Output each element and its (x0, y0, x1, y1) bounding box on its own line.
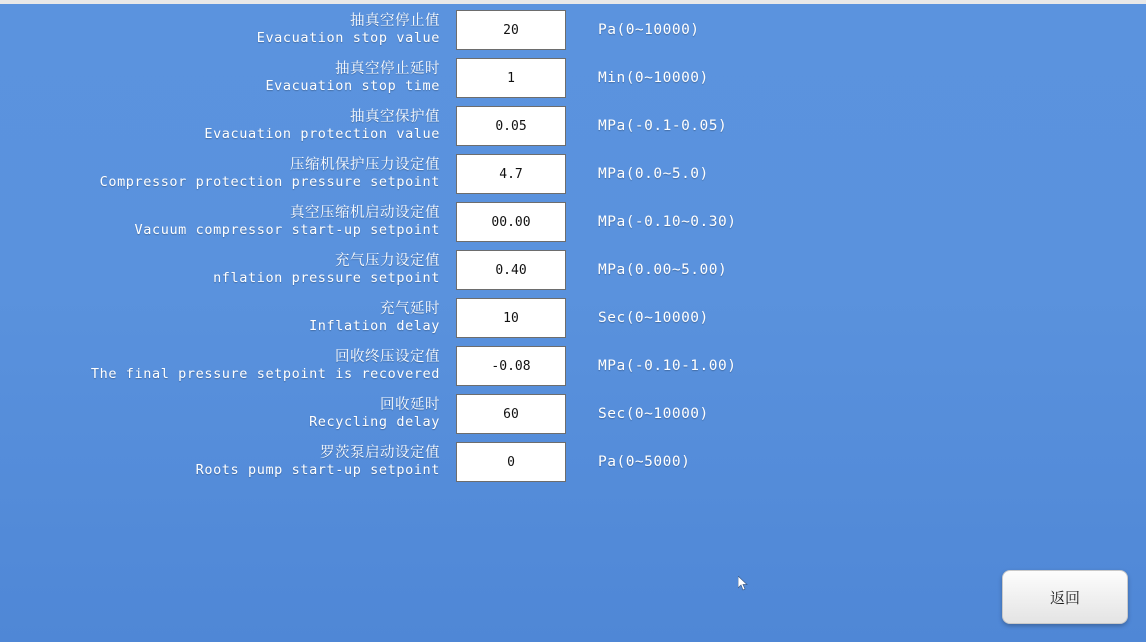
row-unit: Pa(0~10000) (598, 22, 700, 38)
row-label-en: Recycling delay (309, 413, 440, 430)
row-unit: MPa(-0.10-1.00) (598, 358, 737, 374)
row-unit: MPa(-0.1-0.05) (598, 118, 728, 134)
row-label-en: Evacuation protection value (204, 125, 440, 142)
row-unit: Sec(0~10000) (598, 310, 709, 326)
row-unit: MPa(-0.10~0.30) (598, 214, 737, 230)
row-label-cn: 罗茨泵启动设定值 (320, 445, 440, 462)
settings-row (0, 246, 1146, 294)
recycling-delay-input[interactable]: 60 (456, 394, 566, 434)
evacuation-protection-value-input[interactable]: 0.05 (456, 106, 566, 146)
evacuation-stop-time-input[interactable]: 1 (456, 58, 566, 98)
settings-row (0, 294, 1146, 342)
vacuum-compressor-startup-input[interactable]: 00.00 (456, 202, 566, 242)
inflation-delay-input[interactable]: 10 (456, 298, 566, 338)
row-label (0, 205, 456, 238)
compressor-protection-pressure-input[interactable]: 4.7 (456, 154, 566, 194)
final-recovery-pressure-input[interactable]: -0.08 (456, 346, 566, 386)
row-label-cn: 回收终压设定值 (335, 349, 440, 366)
row-label-en: Inflation delay (309, 317, 440, 334)
roots-pump-startup-input[interactable]: 0 (456, 442, 566, 482)
row-label (0, 157, 456, 190)
row-label (0, 61, 456, 94)
row-label-en: nflation pressure setpoint (213, 269, 440, 286)
row-unit: MPa(0.0~5.0) (598, 166, 709, 182)
evacuation-stop-value-input[interactable]: 20 (456, 10, 566, 50)
row-label-cn: 抽真空停止延时 (335, 61, 440, 78)
row-label-en: Evacuation stop time (265, 77, 440, 94)
row-label (0, 253, 456, 286)
settings-row (0, 438, 1146, 486)
settings-row (0, 6, 1146, 54)
row-label-cn: 压缩机保护压力设定值 (290, 157, 440, 174)
back-button[interactable]: 返回 (1002, 570, 1128, 624)
row-unit: Min(0~10000) (598, 70, 709, 86)
row-label-cn: 抽真空停止值 (350, 13, 440, 30)
row-label-cn: 充气延时 (380, 301, 440, 318)
inflation-pressure-setpoint-input[interactable]: 0.40 (456, 250, 566, 290)
row-label (0, 13, 456, 46)
settings-row (0, 198, 1146, 246)
row-label (0, 349, 456, 382)
row-label (0, 445, 456, 478)
row-label (0, 109, 456, 142)
row-label-en: The final pressure setpoint is recovered (90, 365, 440, 382)
row-label-cn: 充气压力设定值 (335, 253, 440, 270)
row-label-cn: 真空压缩机启动设定值 (290, 205, 440, 222)
row-label-en: Roots pump start-up setpoint (195, 461, 440, 478)
settings-row (0, 54, 1146, 102)
row-label-en: Evacuation stop value (256, 29, 440, 46)
mouse-cursor-icon (738, 576, 748, 590)
row-label-en: Compressor protection pressure setpoint (99, 173, 440, 190)
row-label (0, 397, 456, 430)
settings-list (0, 6, 1146, 486)
row-label-cn: 回收延时 (380, 397, 440, 414)
row-label-cn: 抽真空保护值 (350, 109, 440, 126)
settings-row (0, 342, 1146, 390)
row-label (0, 301, 456, 334)
settings-row (0, 102, 1146, 150)
row-label-en: Vacuum compressor start-up setpoint (134, 221, 440, 238)
settings-row (0, 150, 1146, 198)
row-unit: MPa(0.00~5.00) (598, 262, 728, 278)
row-unit: Sec(0~10000) (598, 406, 709, 422)
row-unit: Pa(0~5000) (598, 454, 691, 470)
settings-row (0, 390, 1146, 438)
